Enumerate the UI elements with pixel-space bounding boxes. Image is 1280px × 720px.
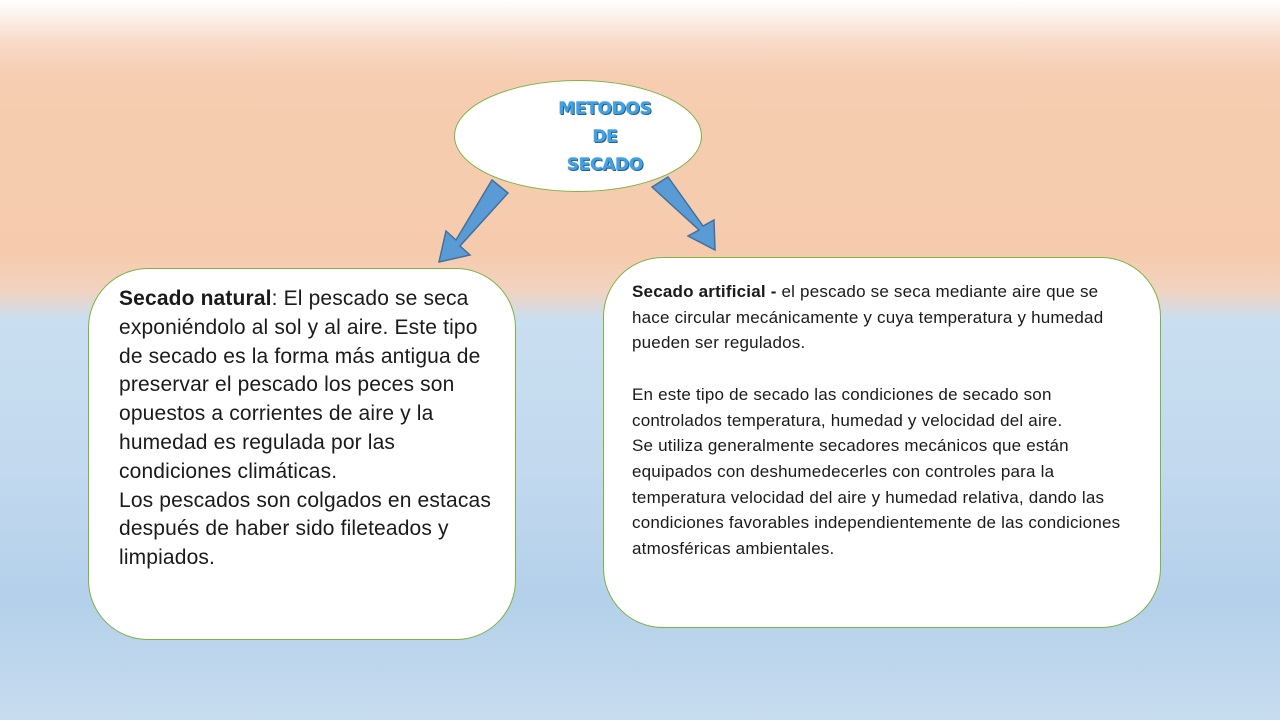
right-node-paragraph-1 xyxy=(632,279,1136,356)
center-node-title xyxy=(530,95,680,179)
left-node-heading: Secado natural xyxy=(119,287,272,310)
left-node-text-1: : El pescado se seca exponiéndolo al sol y al aire. Este tipo de secado es la forma más antigua de preservar el pescado los peces son opuestos a corrientes de aire y la humedad es regulada por las condiciones climáticas. xyxy=(119,287,481,483)
arrow-right-down xyxy=(652,177,715,250)
right-node-heading: Secado artificial - xyxy=(632,282,777,301)
center-node-line-3: SECADO xyxy=(566,155,644,175)
right-node-secado-artificial xyxy=(603,257,1161,628)
left-node-paragraph-2: Los pescados son colgados en estacas después de haber sido fileteados y limpiados. xyxy=(119,488,491,570)
right-node-paragraph-3: Se utiliza generalmente secadores mecánicos que están equipados con deshumedecerles con controles para la temperatura velocidad del aire y humedad relativa, dando las condiciones favorables independientemente de las condiciones atmosféricas ambientales. xyxy=(632,436,1121,559)
right-node-paragraph-2: En este tipo de secado las condiciones de secado son controlados temperatura, humedad y velocidad del aire. xyxy=(632,384,1063,430)
arrow-left-down xyxy=(439,180,508,262)
paragraph-gap xyxy=(632,356,1136,382)
left-node-secado-natural xyxy=(88,268,516,640)
right-node-text-1: el pescado se seca mediante aire que se hace circular mecánicamente y cuya temperatura y humedad pueden ser regulados. xyxy=(632,282,1104,353)
left-node-paragraph-1 xyxy=(119,285,491,487)
center-node-line-2: DE xyxy=(592,127,618,147)
center-node-line-1: METODOS xyxy=(558,99,652,119)
